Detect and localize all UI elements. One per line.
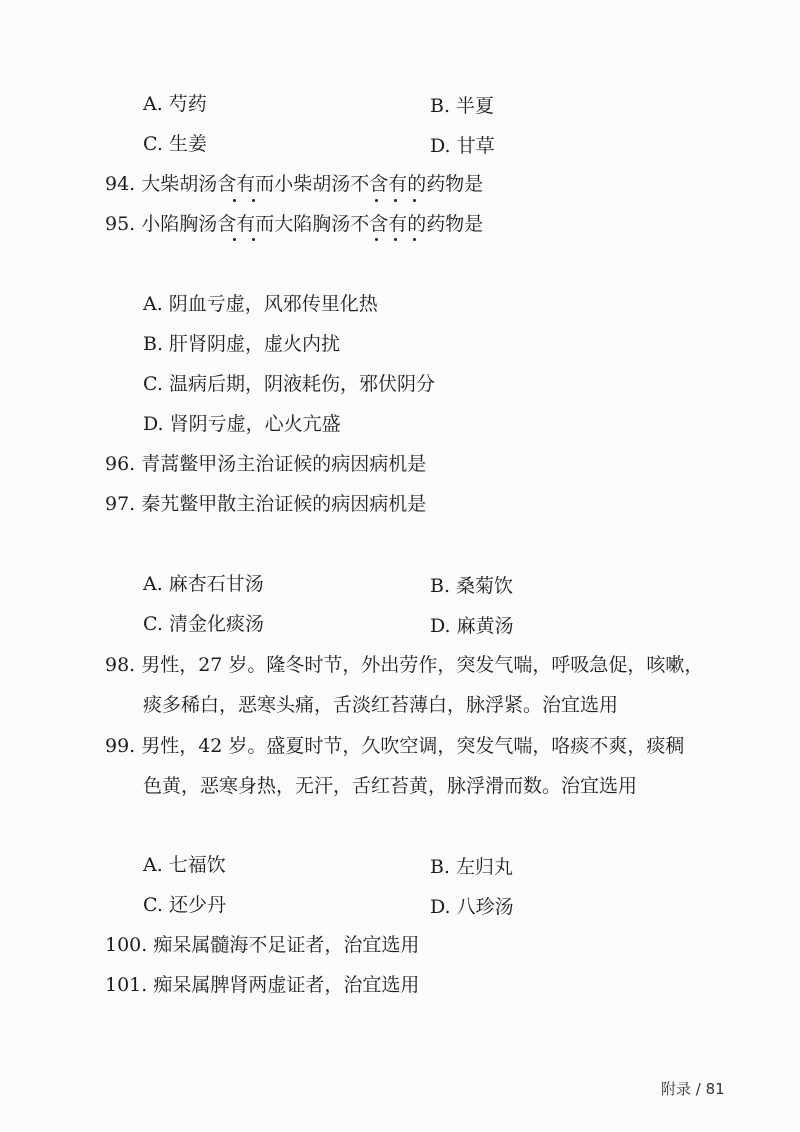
- option-96-d: D. 肾阴亏虚，心火亢盛: [143, 413, 341, 435]
- question-97: [105, 492, 426, 516]
- page-footer: 附录 / 81: [661, 1080, 725, 1098]
- emphasis-dot: [375, 238, 378, 241]
- question-text: 男性，27 岁。隆冬时节，外出劳作，突发气喘，呼吸急促，咳嗽，: [141, 654, 704, 676]
- question-100: [105, 933, 419, 957]
- question-number: 98.: [105, 654, 136, 676]
- option-96-b: B. 肝肾阴虚，虚火内扰: [143, 333, 341, 355]
- question-number: 95.: [105, 213, 136, 235]
- question-number: 96.: [105, 453, 136, 475]
- question-text: 青蒿鳖甲汤主治证候的病因病机是: [141, 453, 427, 475]
- option-100-c: C. 还少丹: [143, 894, 226, 916]
- question-number: 94.: [105, 173, 136, 195]
- option-98-a: A. 麻杏石甘汤: [143, 573, 264, 595]
- question-text: 痴呆属髓海不足证者，治宜选用: [153, 934, 420, 956]
- option-98-b: B. 桑菊饮: [430, 575, 514, 597]
- option-96-a: A. 阴血亏虚，风邪传里化热: [143, 293, 378, 315]
- emphasis-dot: [413, 199, 416, 202]
- question-number: 100.: [105, 934, 148, 956]
- option-94-c: C. 生姜: [143, 133, 207, 155]
- question-text: 男性，42 岁。盛夏时节，久吹空调，突发气喘，咯痰不爽，痰稠: [141, 735, 685, 757]
- option-94-a: A. 芍药: [143, 93, 207, 115]
- emphasis-dot: [413, 238, 416, 241]
- option-96-c: C. 温病后期，阴液耗伤，邪伏阴分: [143, 373, 435, 395]
- option-94-b: B. 半夏: [430, 95, 495, 117]
- option-100-a: A. 七福饮: [143, 854, 226, 876]
- emphasis-dot: [375, 199, 378, 202]
- question-95: [105, 212, 483, 236]
- option-98-c: C. 清金化痰汤: [143, 613, 264, 635]
- emphasis-dot: [252, 238, 255, 241]
- question-text: 小陷胸汤含有而大陷胸汤不含有的药物是: [141, 213, 484, 235]
- question-98: [105, 653, 703, 677]
- emphasis-dot: [252, 199, 255, 202]
- emphasis-dot: [233, 238, 236, 241]
- question-101: [105, 973, 419, 997]
- question-text: 秦艽鳖甲散主治证候的病因病机是: [141, 493, 427, 515]
- question-98-continuation: 痰多稀白，恶寒头痛，舌淡红苔薄白，脉浮紧。治宜选用: [143, 694, 619, 716]
- question-text: 大柴胡汤含有而小柴胡汤不含有的药物是: [141, 173, 484, 195]
- question-94: [105, 172, 483, 196]
- option-98-d: D. 麻黄汤: [430, 615, 514, 637]
- question-number: 99.: [105, 735, 136, 757]
- emphasis-dot: [233, 199, 236, 202]
- emphasis-dot: [394, 199, 397, 202]
- question-99: [105, 734, 684, 758]
- option-100-d: D. 八珍汤: [430, 896, 514, 918]
- emphasis-dot: [394, 238, 397, 241]
- question-99-continuation: 色黄，恶寒身热，无汗，舌红苔黄，脉浮滑而数。治宜选用: [143, 775, 638, 797]
- question-text: 痴呆属脾肾两虚证者，治宜选用: [153, 974, 420, 996]
- option-100-b: B. 左归丸: [430, 856, 514, 878]
- question-96: [105, 452, 426, 476]
- option-94-d: D. 甘草: [430, 135, 495, 157]
- question-number: 97.: [105, 493, 136, 515]
- question-number: 101.: [105, 974, 148, 996]
